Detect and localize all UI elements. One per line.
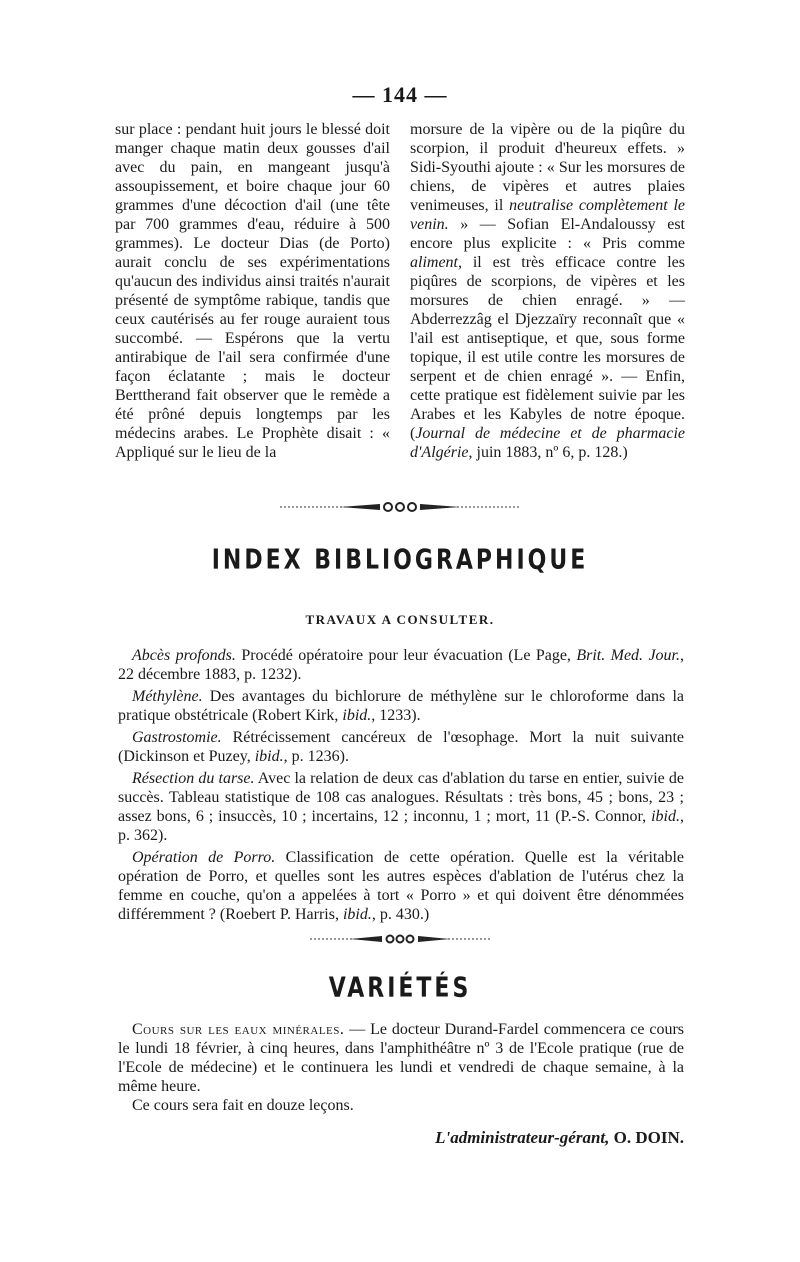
bibliography-list: [118, 646, 684, 927]
section-divider-ornament: [0, 932, 800, 951]
bibliography-entry: [118, 848, 684, 924]
entry-source: ibid.: [342, 906, 372, 923]
entry-tail: , 22 décembre 1883, p. 1232).: [118, 647, 685, 683]
right-text-part-3: il est très efficace contre les piqûres de scorpions, de vipères et les morsures de chien enragé. » — Abderrezzâg el Djezzaïry reconnaît que « l'ail est antiseptique, et que, sous forme topique, il est utile contre les morsures de serpent et de chien enragé ». — Enfin, cette pratique est fidèlement suivie par les Arabes et les Kabyles de notre époque. (: [410, 254, 685, 442]
index-subtitle: TRAVAUX A CONSULTER.: [305, 612, 495, 627]
divider-ornament-icon: [280, 500, 520, 514]
entry-source: ibid.: [342, 707, 372, 724]
entry-source: Brit. Med. Jour.: [576, 647, 681, 664]
page-number: — 144 —: [352, 82, 448, 107]
entry-title: Méthylène.: [132, 688, 203, 705]
right-text-part-1: morsure de la vipère ou de la piqûre du scorpion, il produit d'heureux effets. » Sidi-Syouthi ajoute : « Sur les morsures de chiens, de vipères et autres plaies venimeuses, il: [410, 121, 685, 214]
entry-title: Abcès profonds.: [132, 647, 236, 664]
right-text-emphasis-2: aliment,: [410, 254, 462, 271]
varietes-text: — Le docteur Durand-Fardel commencera ce cours le lundi 18 février, à cinq heures, dans l'amphithéâtre nº 3 de l'Ecole pratique (rue de l'Ecole de médecine) et le continuera les lundi et vendredi de chaque semaine, à la même heure.: [118, 1021, 685, 1095]
varietes-title: VARIÉTÉS: [328, 972, 472, 1005]
varietes-section: [118, 1020, 684, 1115]
section-divider-ornament: [0, 500, 800, 519]
entry-source: ibid.: [254, 748, 284, 765]
bibliography-entry: [118, 769, 684, 845]
left-column: [115, 120, 390, 462]
entry-tail: , p. 362).: [118, 808, 684, 844]
entry-text: Avec la relation de deux cas d'ablation du tarse en entier, suivie de succès. Tableau statistique de 108 cas analogues. Résultats : très bons, 45 ; bons, 23 ; assez bons, 6 ; insuccès, 10 ; incertains, 12 ; inconnu, 1 ; mort, 11 (P.-S. Connor,: [118, 770, 684, 825]
left-column-text: sur place : pendant huit jours le blessé doit manger chaque matin deux gousses d'ail avec du pain, en mangeant jusqu'à assoupissement, et boire chaque jour 60 grammes d'une décoction d'ail (une tête par 700 grammes d'eau, réduire à 500 grammes). Le docteur Dias (de Porto) aurait conclu de ses expérimentations qu'aucun des individus ainsi traités n'aurait présenté de symptôme rabique, tandis que ceux cautérisés au fer rouge auraient tous succombé. — Espérons que la vertu antirabique de l'ail sera confirmée d'une façon éclatante ; mais le docteur Berttherand fait observer que le remède a été prôné depuis longtemps par les médecins arabes. Le Prophète disait : « Appliqué sur le lieu de la: [115, 121, 390, 461]
varietes-paragraph-2: Ce cours sera fait en douze leçons.: [132, 1097, 354, 1114]
bibliography-entry: [118, 687, 684, 725]
entry-title: Résection du tarse.: [132, 770, 255, 787]
entry-tail: , p. 430.): [371, 906, 430, 923]
entry-text: Des avantages du bichlorure de méthylène sur le chloroforme dans la pratique obstétricale (Robert Kirk,: [118, 688, 684, 724]
entry-title: Gastrostomie.: [132, 729, 222, 746]
index-title: INDEX BIBLIOGRAPHIQUE: [211, 544, 589, 577]
entry-text: Rétrécissement cancéreux de l'œsophage. Mort la nuit suivante (Dickinson et Puzey,: [118, 729, 684, 765]
two-column-text: [115, 120, 685, 462]
right-text-part-2: » — Sofian El-Andaloussy est encore plus explicite : « Pris comme: [410, 216, 685, 252]
divider-ornament-icon: [310, 932, 490, 946]
right-column-text: [410, 120, 685, 462]
right-text-part-4: , juin 1883, nº 6, p. 128.): [468, 444, 628, 461]
entry-text: Classification de cette opération. Quelle est la véritable opération de Porro, et quelles sont les autres espèces d'ablation de l'utérus chez la femme en couche, qu'on a appelées à tort « Porro » et qui doivent être dénommées différemment ? (Roebert P. Harris,: [118, 849, 684, 923]
entry-title: Opération de Porro.: [132, 849, 276, 866]
bibliography-entry: [118, 728, 684, 766]
bibliography-entry: [118, 646, 684, 684]
entry-tail: , 1233).: [371, 707, 421, 724]
varietes-paragraph: [118, 1020, 684, 1096]
right-column: [410, 120, 685, 462]
signature-name: O. DOIN.: [609, 1128, 684, 1147]
journal-citation: Journal de médecine et de pharmacie d'Algérie: [410, 425, 685, 461]
entry-text: Procédé opératoire pour leur évacuation (Le Page,: [235, 647, 577, 664]
entry-source: ibid.: [651, 808, 680, 825]
right-text-emphasis-1: neutralise complètement le venin.: [410, 197, 685, 233]
varietes-lead: Cours sur les eaux minérales.: [132, 1021, 345, 1038]
signature-role: L'administrateur-gérant,: [435, 1128, 610, 1147]
signature: [435, 1128, 684, 1148]
entry-tail: , p. 1236).: [283, 748, 349, 765]
